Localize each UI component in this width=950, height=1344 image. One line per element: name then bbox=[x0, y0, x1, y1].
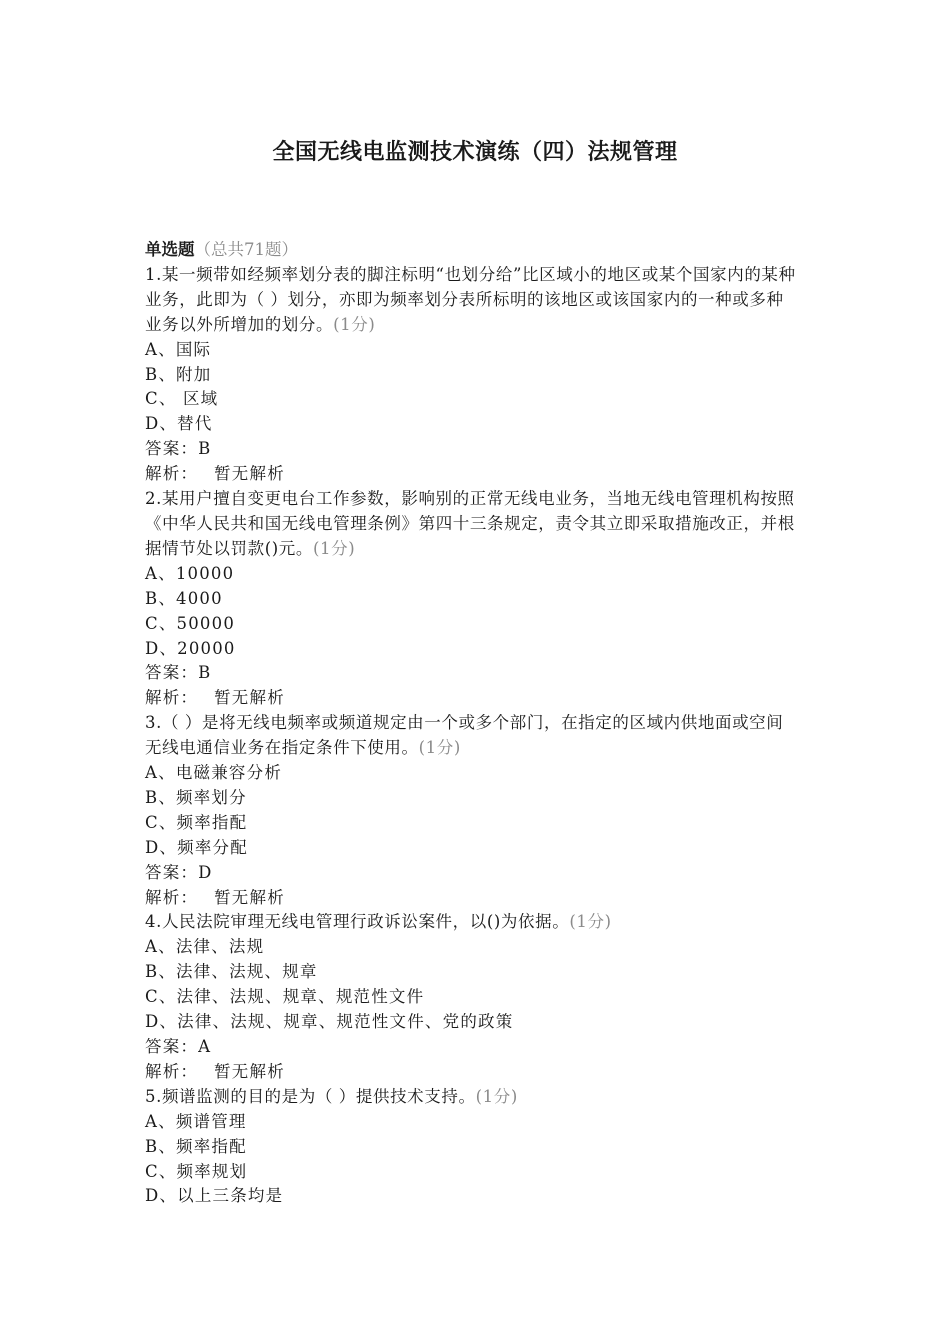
section-count: （总共71题） bbox=[194, 240, 298, 259]
question-points: (1分) bbox=[475, 1086, 518, 1106]
question-stem: 1.某一频带如经频率划分表的脚注标明“也划分给”比区域小的地区或某个国家内的某种业务，此即为（ ）划分，亦即为频率划分表所标明的该地区或该国家内的一种或多种业务以外所增加的划分。 bbox=[145, 264, 796, 334]
analysis-value: 暂无解析 bbox=[214, 464, 285, 484]
option-b: B、频率指配 bbox=[145, 1136, 247, 1156]
answer: 答案：B bbox=[145, 663, 212, 683]
question-stem: 2.某用户擅自变更电台工作参数，影响别的正常无线电业务，当地无线电管理机构按照《中华人民共和国无线电管理条例》第四十三条规定，责令其立即采取措施改正，并根据情节处以罚款()元。 bbox=[145, 489, 795, 558]
analysis bbox=[145, 462, 800, 487]
question-text bbox=[145, 1085, 800, 1110]
analysis-label: 解析： bbox=[145, 1061, 199, 1081]
option-c: C、法律、法规、规章、规范性文件 bbox=[145, 987, 425, 1007]
option-b: B、法律、法规、规章 bbox=[145, 962, 318, 982]
document-title: 全国无线电监测技术演练（四）法规管理 bbox=[272, 139, 678, 165]
question-points: (1分) bbox=[312, 538, 356, 558]
option-c: C、 区域 bbox=[145, 389, 219, 409]
option-a: A、频谱管理 bbox=[145, 1111, 247, 1131]
question-stem: 5.频谱监测的目的是为（ ）提供技术支持。 bbox=[145, 1086, 476, 1106]
analysis-value: 暂无解析 bbox=[214, 1061, 285, 1081]
option-a: A、10000 bbox=[145, 563, 235, 583]
question-2 bbox=[145, 487, 800, 711]
analysis-label: 解析： bbox=[145, 688, 199, 708]
analysis bbox=[145, 1060, 800, 1085]
question-points: (1分) bbox=[418, 738, 461, 758]
analysis-value: 暂无解析 bbox=[214, 887, 285, 907]
answer: 答案：B bbox=[145, 439, 212, 459]
option-d: D、频率分配 bbox=[145, 837, 248, 857]
question-5 bbox=[145, 1085, 800, 1210]
option-c: C、频率指配 bbox=[145, 812, 248, 832]
option-a: A、电磁兼容分析 bbox=[145, 763, 283, 783]
option-c: C、频率规划 bbox=[145, 1161, 248, 1181]
option-b: B、附加 bbox=[145, 364, 212, 384]
question-stem: 3.（ ）是将无线电频率或频道规定由一个或多个部门，在指定的区域内供地面或空间无线电通信业务在指定条件下使用。 bbox=[145, 713, 784, 758]
question-4 bbox=[145, 910, 800, 1084]
option-a: A、法律、法规 bbox=[145, 937, 265, 957]
analysis bbox=[145, 686, 800, 711]
option-d: D、以上三条均是 bbox=[145, 1186, 284, 1206]
option-b: B、4000 bbox=[145, 588, 223, 608]
option-d: D、法律、法规、规章、规范性文件、党的政策 bbox=[145, 1012, 514, 1032]
answer: 答案：A bbox=[145, 1037, 212, 1056]
option-c: C、50000 bbox=[145, 613, 236, 633]
question-text bbox=[145, 487, 800, 562]
question-text bbox=[145, 910, 800, 935]
question-text bbox=[145, 263, 800, 338]
answer: 答案：D bbox=[145, 862, 213, 882]
option-b: B、频率划分 bbox=[145, 787, 247, 807]
section-header bbox=[145, 238, 800, 263]
analysis-label: 解析： bbox=[145, 464, 199, 484]
question-1 bbox=[145, 263, 800, 487]
question-stem: 4.人民法院审理无线电管理行政诉讼案件，以()为依据。 bbox=[145, 912, 570, 932]
option-a: A、国际 bbox=[145, 339, 212, 359]
question-points: (1分) bbox=[569, 912, 612, 932]
analysis-label: 解析： bbox=[145, 887, 199, 907]
analysis bbox=[145, 886, 800, 911]
option-d: D、替代 bbox=[145, 414, 213, 434]
question-list bbox=[145, 238, 800, 1209]
option-d: D、20000 bbox=[145, 638, 236, 658]
question-3 bbox=[145, 711, 800, 910]
question-points: (1分) bbox=[333, 314, 376, 334]
question-text bbox=[145, 711, 800, 761]
analysis-value: 暂无解析 bbox=[214, 688, 285, 708]
section-label: 单选题 bbox=[145, 240, 195, 259]
